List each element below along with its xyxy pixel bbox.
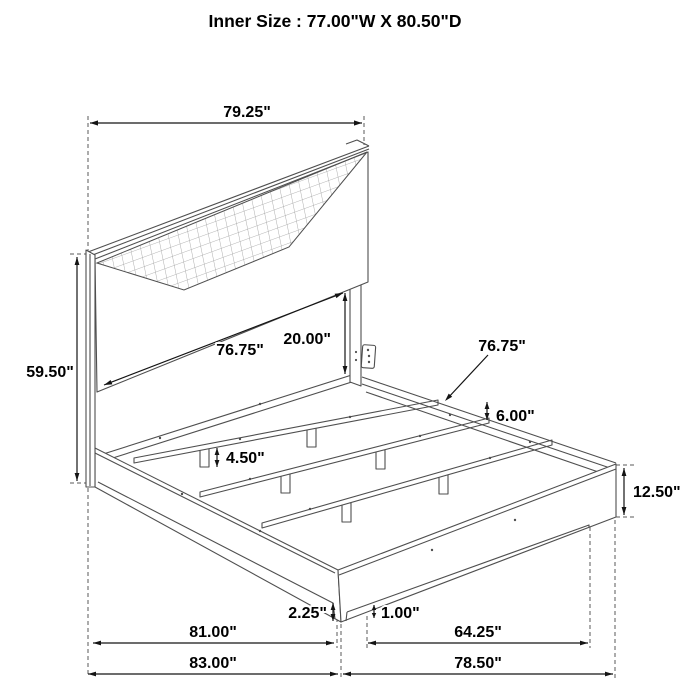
label-slat-rail-length: 76.75": [478, 338, 526, 355]
dimension-headboard-height: [26, 257, 79, 481]
headboard: [86, 140, 376, 487]
label-corner-clearance: 2.25": [288, 605, 327, 622]
diagram-title: Inner Size : 77.00"W X 80.50"D: [208, 11, 462, 31]
label-slat-offset: 6.00": [496, 408, 535, 425]
dimension-slat-leg-height: [215, 448, 265, 467]
label-slat-leg-height: 4.50": [226, 450, 265, 467]
dimension-headboard-width: [90, 104, 362, 126]
label-footboard-span: 78.50": [454, 655, 502, 672]
dimension-footboard-span: [343, 655, 613, 676]
dimension-overall-length: [88, 655, 338, 676]
dimension-footboard-height: [622, 468, 681, 515]
bed-frame: [86, 140, 616, 622]
footboard: [338, 464, 616, 622]
label-headboard-height: 59.50": [26, 364, 74, 381]
label-headboard-panel-drop: 20.00": [283, 331, 331, 348]
label-headboard-panel-width: 76.75": [216, 342, 264, 359]
label-inner-length: 81.00": [189, 624, 237, 641]
label-footboard-recess-width: 64.25": [454, 624, 502, 641]
label-overall-length: 83.00": [189, 655, 237, 672]
label-rail-lip: 1.00": [381, 605, 420, 622]
dimension-slat-rail-length: [445, 338, 526, 401]
dimension-footboard-recess-width: [368, 624, 588, 645]
dimension-inner-length: [93, 624, 334, 645]
near-side-rail: [95, 448, 341, 622]
headboard-right-post: [350, 282, 361, 386]
label-footboard-height: 12.50": [633, 484, 681, 501]
label-headboard-width: 79.25": [223, 104, 271, 121]
